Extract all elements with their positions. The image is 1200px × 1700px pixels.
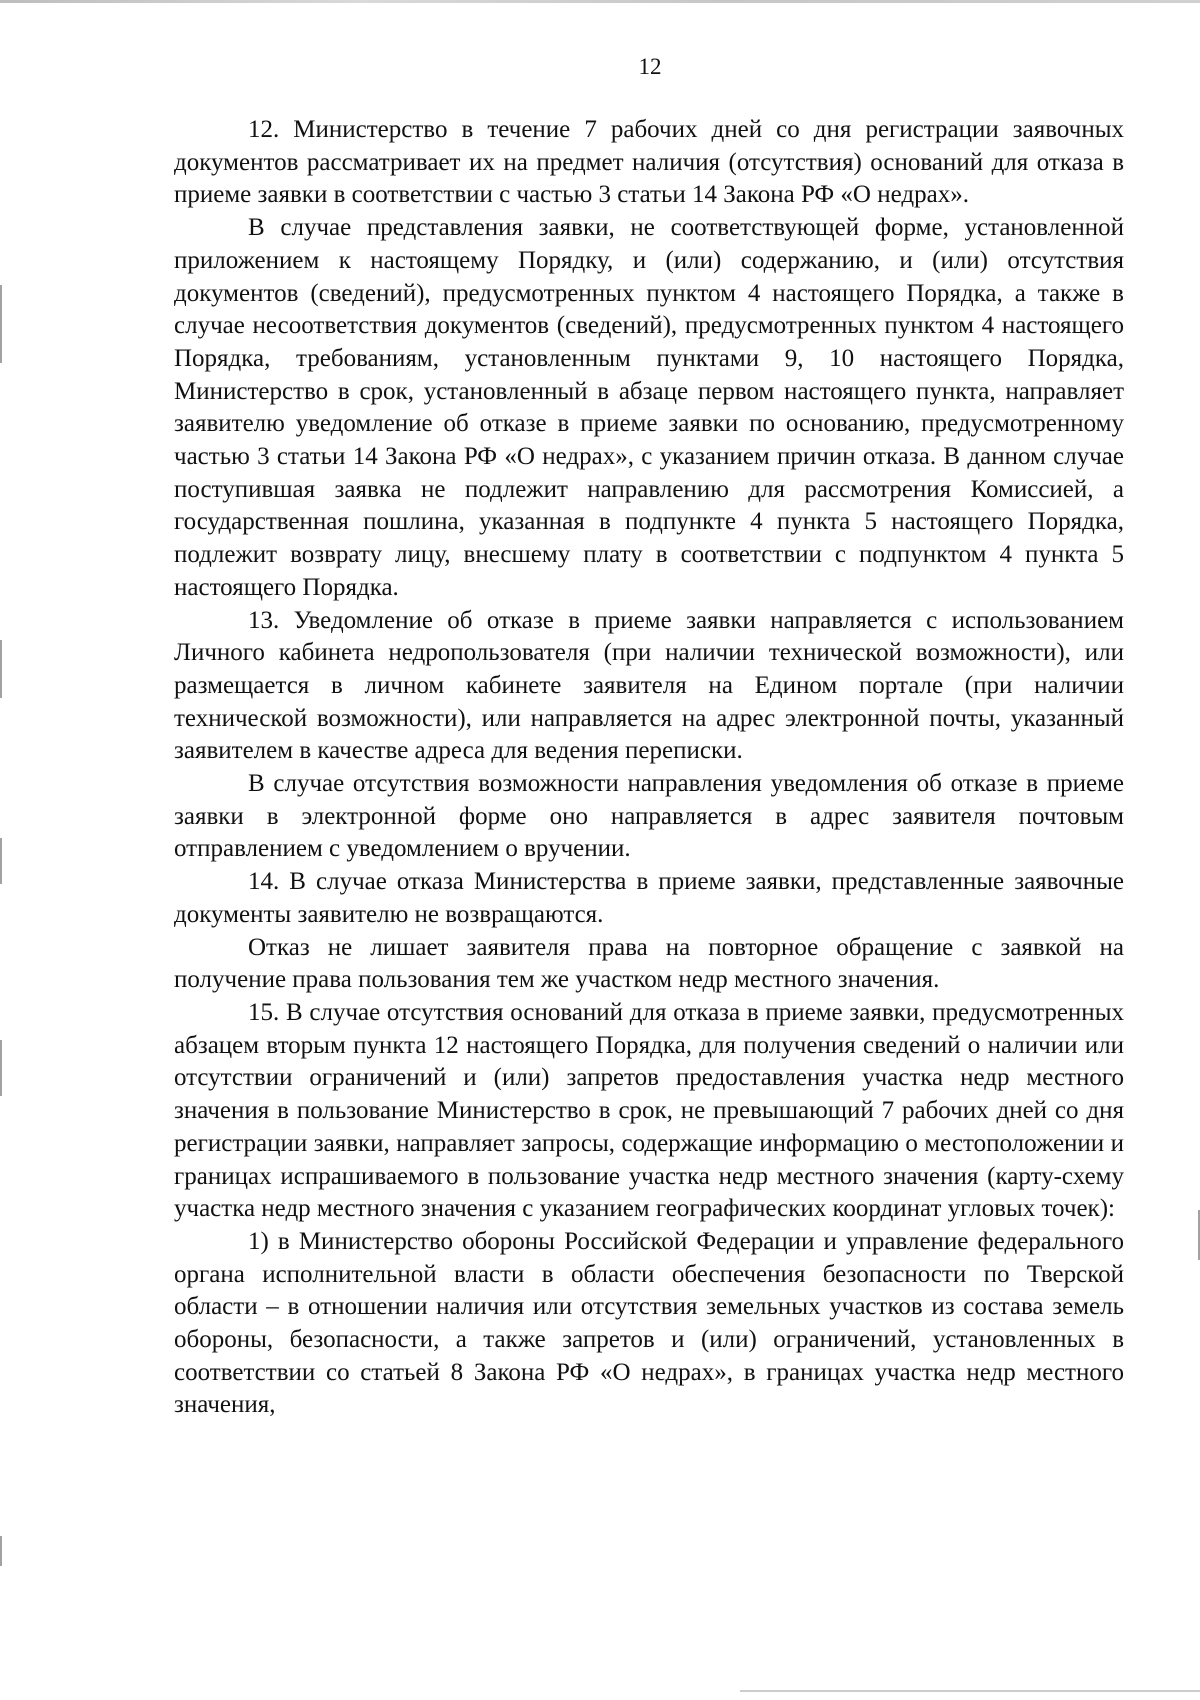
- paragraph: В случае отсутствия возможности направления уведомления об отказе в приеме заявки в электронной форме оно направляется в адрес заявителя почтовым отправлением с уведомлением о вручении.: [174, 770, 1124, 863]
- paragraph: 1) в Министерство обороны Российской Федерации и управление федерального органа исполнительной власти в области обеспечения безопасности по Тверской области – в отношении наличия или отсутствия земельных участков из состава земель обороны, безопасности, а также запретов и (или) ограничений, установленных в соответствии со статьей 8 Закона РФ «О недрах», в границах участка недр местного значения,: [174, 1227, 1124, 1419]
- paragraph: В случае представления заявки, не соответствующей форме, установленной приложением к настоящему Порядку, и (или) содержанию, и (или) отсутствия документов (сведений), предусмотренных пунктом 4 настоящего Порядка, а также в случае несоответствия документов (сведений), предусмотренных пунктом 4 настоящего Порядка, требованиям, установленным пунктами 9, 10 настоящего Порядка, Министерство в срок, установленный в абзаце первом настоящего пункта, направляет заявителю уведомление об отказе в приеме заявки по основанию, предусмотренному частью 3 статьи 14 Закона РФ «О недрах», с указанием причин отказа. В данном случае поступившая заявка не подлежит направлению для рассмотрения Комиссией, а государственная пошлина, указанная в подпункте 4 пункта 5 настоящего Порядка, подлежит возврату лицу, внесшему плату в соответствии с подпунктом 4 пункта 5 настоящего Порядка.: [174, 214, 1124, 601]
- scan-margin-mark: [0, 285, 2, 363]
- paragraph: 14. В случае отказа Министерства в приеме заявки, представленные заявочные документы заявителю не возвращаются.: [174, 868, 1124, 928]
- scan-edge-top: [0, 0, 1200, 3]
- paragraph: 13. Уведомление об отказе в приеме заявки направляется с использованием Личного кабинета недропользователя (при наличии технической возможности), или размещается в личном кабинете заявителя на Едином портале (при наличии технической возможности), или направляется на адрес электронной почты, указанный заявителем в качестве адреса для ведения переписки.: [174, 606, 1124, 765]
- scan-margin-mark: [0, 838, 2, 884]
- scan-margin-mark: [0, 1536, 2, 1566]
- page-number: 12: [638, 54, 662, 79]
- scan-margin-mark: [0, 1040, 2, 1096]
- document-body: [174, 114, 1124, 1422]
- paragraph: 15. В случае отсутствия оснований для отказа в приеме заявки, предусмотренных абзацем вторым пункта 12 настоящего Порядка, для получения сведений о наличии или отсутствии ограничений и (или) запретов предоставления участка недр местного значения в пользование Министерство в срок, не превышающий 7 рабочих дней со дня регистрации заявки, направляет запросы, содержащие информацию о местоположении и границах испрашиваемого в пользование участка недр местного значения (карту-схему участка недр местного значения с указанием географических координат угловых точек):: [174, 998, 1124, 1223]
- scan-edge-bottom: [740, 1690, 1200, 1692]
- paragraph: Отказ не лишает заявителя права на повторное обращение с заявкой на получение права пользования тем же участком недр местного значения.: [174, 933, 1124, 994]
- paragraph: 12. Министерство в течение 7 рабочих дней со дня регистрации заявочных документов рассматривает их на предмет наличия (отсутствия) оснований для отказа в приеме заявки в соответствии с частью 3 статьи 14 Закона РФ «О недрах».: [174, 116, 1124, 209]
- scan-margin-mark: [0, 640, 2, 698]
